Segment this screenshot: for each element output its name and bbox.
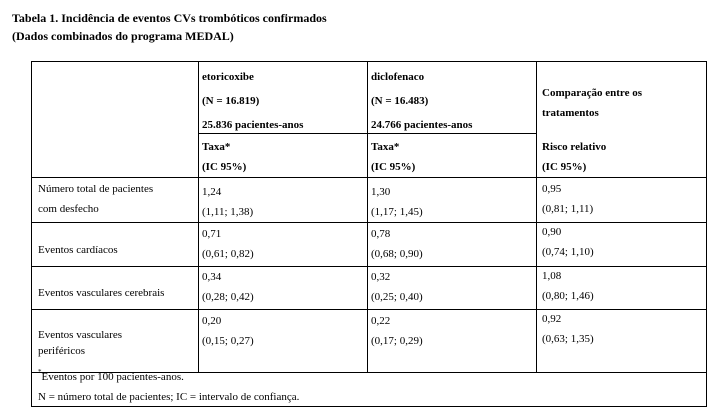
ci-label: (IC 95%) — [202, 161, 247, 173]
drug-n: (N = 16.483) — [371, 95, 429, 107]
etoricoxibe-value — [202, 267, 254, 307]
etoricoxibe-value — [202, 224, 254, 264]
table-title-line1: Tabela 1. Incidência de eventos CVs trombóticos confirmados — [12, 11, 327, 25]
ci-value: (0,15; 0,27) — [202, 335, 254, 347]
rr-value — [542, 179, 593, 219]
comparison-line1: Comparação entre os — [542, 87, 642, 99]
drug-patient-years: 25.836 pacientes-anos — [202, 119, 304, 131]
ci-value: (0,25; 0,40) — [371, 291, 423, 303]
diclofenaco-value — [371, 267, 423, 307]
rate-label: Taxa* — [202, 141, 231, 153]
row-label-line1: Eventos cardíacos — [38, 244, 118, 256]
footnote-abbrev: N = número total de pacientes; IC = intervalo de confiança. — [38, 391, 300, 403]
row-label-line2: periféricos — [38, 345, 86, 357]
footnote-rate — [38, 367, 299, 387]
ci-label: (IC 95%) — [371, 161, 416, 173]
header-comparison-rr — [542, 137, 606, 177]
rate-value: 0,22 — [371, 315, 391, 327]
row-label — [38, 283, 164, 303]
row-label-line2: com desfecho — [38, 203, 99, 215]
rr-value — [542, 222, 594, 262]
row-divider — [32, 266, 706, 267]
header-diclofenaco-rate — [371, 137, 415, 177]
ci-value: (0,17; 0,29) — [371, 335, 423, 347]
row-label-line1: Eventos vasculares cerebrais — [38, 287, 165, 299]
ci-value: (1,11; 1,38) — [202, 206, 254, 218]
row-label — [38, 179, 153, 219]
footnotes — [38, 367, 299, 407]
diclofenaco-value — [371, 224, 423, 264]
row-divider — [32, 309, 706, 310]
rr-ci: (0,80; 1,46) — [542, 290, 594, 302]
footnote-rate-text: Eventos por 100 pacientes-anos. — [41, 371, 184, 383]
column-divider — [367, 62, 368, 373]
drug-patient-years: 24.766 pacientes-anos — [371, 119, 473, 131]
header-etoricoxibe-rate — [202, 137, 246, 177]
ci-value: (1,17; 1,45) — [371, 206, 423, 218]
row-label-line1: Número total de pacientes — [38, 183, 154, 195]
rate-value: 1,30 — [371, 186, 391, 198]
rate-value: 1,24 — [202, 186, 222, 198]
drug-name: diclofenaco — [371, 71, 425, 83]
footnote-asterisk: * — [38, 368, 42, 376]
row-label — [38, 327, 122, 359]
header-etoricoxibe — [202, 67, 303, 135]
rr-point: 0,90 — [542, 226, 562, 238]
rate-value: 0,20 — [202, 315, 222, 327]
ci-value: (0,68; 0,90) — [371, 248, 423, 260]
column-divider — [198, 62, 199, 373]
rate-value: 0,78 — [371, 228, 391, 240]
table-title-line2: (Dados combinados do programa MEDAL) — [12, 29, 234, 43]
rr-label: Risco relativo — [542, 141, 607, 153]
drug-n: (N = 16.819) — [202, 95, 260, 107]
header-comparison — [542, 83, 642, 123]
results-table — [31, 61, 707, 407]
rate-value: 0,34 — [202, 271, 222, 283]
etoricoxibe-value — [202, 311, 254, 351]
rr-ci: (0,74; 1,10) — [542, 246, 594, 258]
rr-ci: (0,63; 1,35) — [542, 333, 594, 345]
table-title — [12, 9, 327, 45]
row-divider — [32, 177, 706, 178]
comparison-line2: tratamentos — [542, 107, 599, 119]
ci-value: (0,28; 0,42) — [202, 291, 254, 303]
rr-value — [542, 309, 594, 349]
rate-label: Taxa* — [371, 141, 400, 153]
diclofenaco-value — [371, 182, 423, 222]
rr-ci: (0,81; 1,11) — [542, 203, 594, 215]
header-diclofenaco — [371, 67, 472, 135]
column-divider — [536, 62, 537, 373]
ci-value: (0,61; 0,82) — [202, 248, 254, 260]
rr-point: 0,92 — [542, 313, 562, 325]
drug-name: etoricoxibe — [202, 71, 254, 83]
ci-label: (IC 95%) — [542, 161, 587, 173]
rr-value — [542, 266, 594, 306]
etoricoxibe-value — [202, 182, 253, 222]
rate-value: 0,32 — [371, 271, 391, 283]
rr-point: 1,08 — [542, 270, 562, 282]
rate-value: 0,71 — [202, 228, 222, 240]
row-label — [38, 240, 118, 260]
row-divider — [32, 222, 706, 223]
rr-point: 0,95 — [542, 183, 562, 195]
row-label-line1: Eventos vasculares — [38, 329, 122, 341]
diclofenaco-value — [371, 311, 423, 351]
